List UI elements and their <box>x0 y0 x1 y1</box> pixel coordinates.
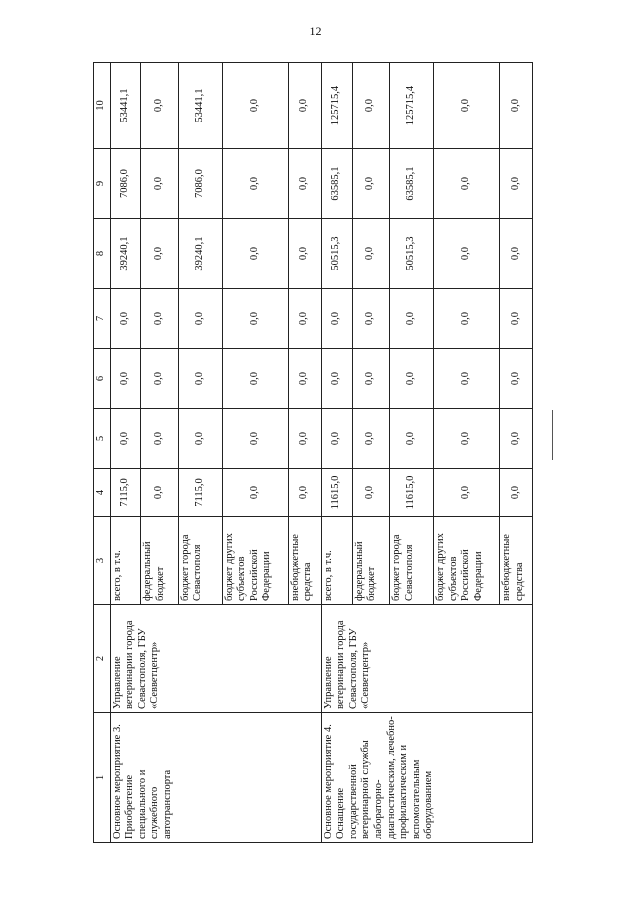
value-cell: 0,0 <box>288 409 321 469</box>
value-cell: 0,0 <box>352 149 389 219</box>
value-cell: 0,0 <box>222 349 288 409</box>
value-cell: 11615,0 <box>321 469 352 517</box>
value-cell: 0,0 <box>288 219 321 289</box>
value-cell: 0,0 <box>288 349 321 409</box>
value-cell: 0,0 <box>141 149 178 219</box>
value-cell: 125715,4 <box>321 63 352 149</box>
value-cell: 0,0 <box>288 289 321 349</box>
funding-source-cell: бюджет города Севастополя <box>389 517 433 605</box>
value-cell: 0,0 <box>178 289 222 349</box>
value-cell: 0,0 <box>499 469 532 517</box>
header-cell: 2 <box>94 605 111 713</box>
value-cell: 7115,0 <box>110 469 141 517</box>
value-cell: 125715,4 <box>389 63 433 149</box>
value-cell: 0,0 <box>141 63 178 149</box>
value-cell: 0,0 <box>141 349 178 409</box>
value-cell: 0,0 <box>222 409 288 469</box>
value-cell: 63585,1 <box>321 149 352 219</box>
value-cell: 0,0 <box>321 289 352 349</box>
value-cell: 0,0 <box>222 469 288 517</box>
value-cell: 39240,1 <box>110 219 141 289</box>
value-cell: 50515,3 <box>389 219 433 289</box>
value-cell: 0,0 <box>389 349 433 409</box>
value-cell: 0,0 <box>499 149 532 219</box>
header-cell: 8 <box>94 219 111 289</box>
value-cell: 0,0 <box>321 409 352 469</box>
value-cell: 0,0 <box>222 289 288 349</box>
value-cell: 0,0 <box>499 349 532 409</box>
header-cell: 3 <box>94 517 111 605</box>
value-cell: 0,0 <box>141 289 178 349</box>
page-number: 12 <box>309 24 322 38</box>
value-cell: 53441,1 <box>110 63 141 149</box>
value-cell: 0,0 <box>352 349 389 409</box>
value-cell: 0,0 <box>352 289 389 349</box>
value-cell: 0,0 <box>389 289 433 349</box>
header-cell: 1 <box>94 713 111 843</box>
funding-source-cell: внебюджетные средства <box>288 517 321 605</box>
funding-source-cell: всего, в т.ч. <box>321 517 352 605</box>
value-cell: 0,0 <box>141 409 178 469</box>
value-cell: 53441,1 <box>178 63 222 149</box>
value-cell: 0,0 <box>499 409 532 469</box>
funding-source-cell: бюджет города Севастополя <box>178 517 222 605</box>
value-cell: 0,0 <box>433 469 499 517</box>
activity-cell: Основное мероприятие 4. Оснащение государственной ветеринарной службы лабораторно-диагностическим, лечебно-профилактическим и вспомогательным оборудованием <box>321 713 532 843</box>
value-cell: 0,0 <box>110 289 141 349</box>
value-cell: 0,0 <box>433 219 499 289</box>
value-cell: 0,0 <box>433 409 499 469</box>
value-cell: 50515,3 <box>321 219 352 289</box>
value-cell: 0,0 <box>433 149 499 219</box>
value-cell: 0,0 <box>288 469 321 517</box>
executor-cell: Управление ветеринарии города Севастополя, ГБУ «Севветцентр» <box>321 605 532 713</box>
value-cell: 0,0 <box>110 409 141 469</box>
funding-source-cell: внебюджетные средства <box>499 517 532 605</box>
value-cell: 0,0 <box>222 63 288 149</box>
header-cell: 4 <box>94 469 111 517</box>
funding-source-cell: федеральный бюджет <box>141 517 178 605</box>
value-cell: 0,0 <box>389 409 433 469</box>
value-cell: 0,0 <box>288 63 321 149</box>
header-cell: 5 <box>94 409 111 469</box>
executor-cell: Управление ветеринарии города Севастополя, ГБУ «Севветцентр» <box>110 605 321 713</box>
funding-source-cell: бюджет других субъектов Российской Федерации <box>433 517 499 605</box>
header-cell: 6 <box>94 349 111 409</box>
value-cell: 0,0 <box>433 63 499 149</box>
rotated-table-wrapper <box>93 63 533 843</box>
value-cell: 0,0 <box>321 349 352 409</box>
value-cell: 0,0 <box>352 409 389 469</box>
table-row <box>110 63 141 843</box>
funding-source-cell: бюджет других субъектов Российской Федерации <box>222 517 288 605</box>
value-cell: 63585,1 <box>389 149 433 219</box>
value-cell: 0,0 <box>178 409 222 469</box>
header-cell: 7 <box>94 289 111 349</box>
value-cell: 0,0 <box>499 219 532 289</box>
value-cell: 0,0 <box>352 219 389 289</box>
value-cell: 0,0 <box>352 63 389 149</box>
value-cell: 39240,1 <box>178 219 222 289</box>
funding-source-cell: всего, в т.ч. <box>110 517 141 605</box>
value-cell: 0,0 <box>222 149 288 219</box>
value-cell: 0,0 <box>433 289 499 349</box>
header-row <box>94 63 111 843</box>
table-body <box>94 63 533 843</box>
value-cell: 0,0 <box>433 349 499 409</box>
value-cell: 0,0 <box>222 219 288 289</box>
value-cell: 0,0 <box>110 349 141 409</box>
value-cell: 0,0 <box>499 63 532 149</box>
value-cell: 0,0 <box>288 149 321 219</box>
budget-table <box>93 62 533 843</box>
value-cell: 7115,0 <box>178 469 222 517</box>
value-cell: 11615,0 <box>389 469 433 517</box>
value-cell: 7086,0 <box>178 149 222 219</box>
header-cell: 10 <box>94 63 111 149</box>
margin-line <box>552 410 553 460</box>
value-cell: 0,0 <box>141 469 178 517</box>
activity-cell: Основное мероприятие 3. Приобретение специального и служебного автотранспорта <box>110 713 321 843</box>
value-cell: 0,0 <box>178 349 222 409</box>
value-cell: 0,0 <box>141 219 178 289</box>
value-cell: 0,0 <box>352 469 389 517</box>
value-cell: 0,0 <box>499 289 532 349</box>
funding-source-cell: федеральный бюджет <box>352 517 389 605</box>
header-cell: 9 <box>94 149 111 219</box>
table-row <box>321 63 352 843</box>
value-cell: 7086,0 <box>110 149 141 219</box>
